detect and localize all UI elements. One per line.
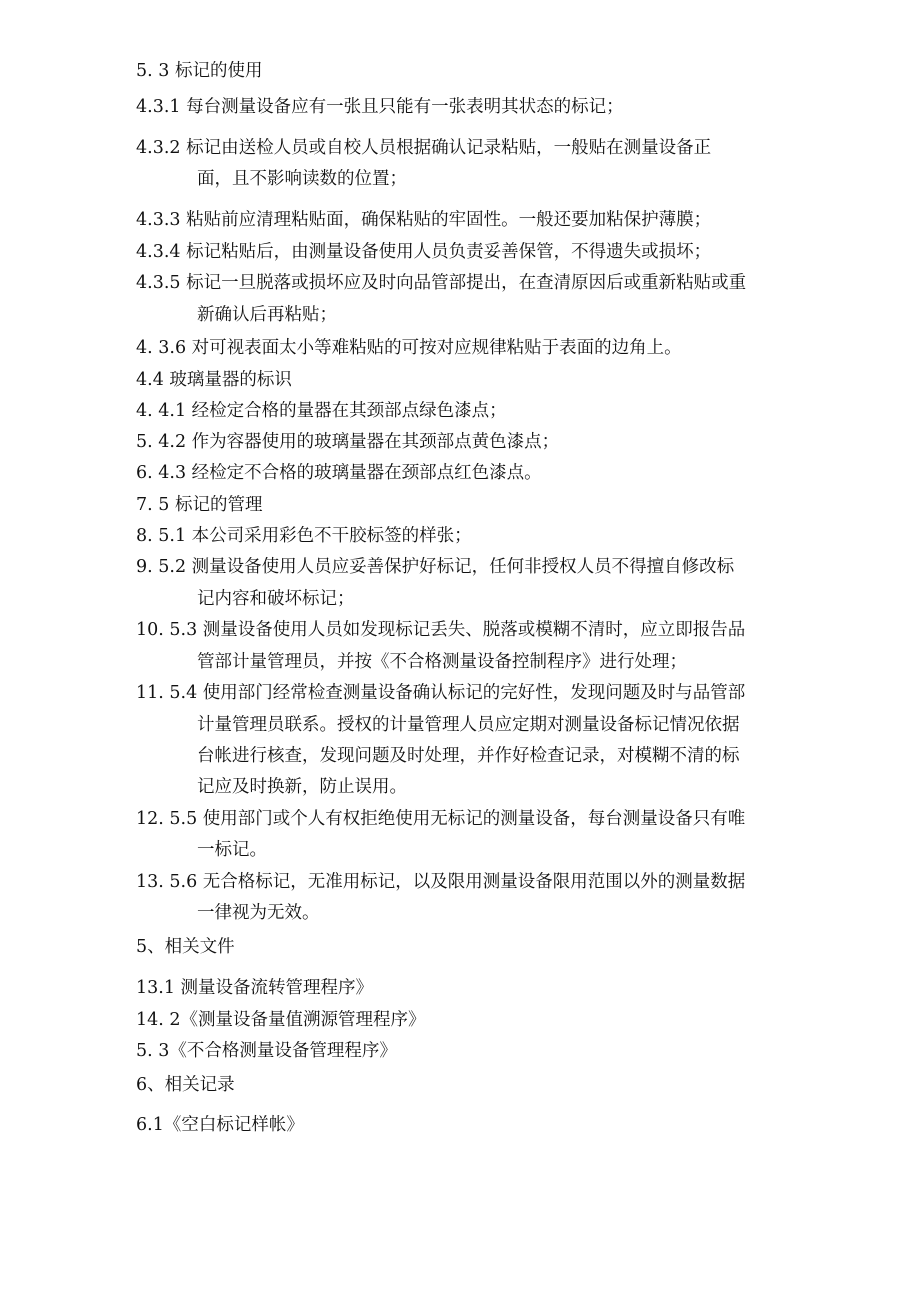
clause-continuation: 管部计量管理员，并按《不合格测量设备控制程序》进行处理； xyxy=(197,652,687,672)
section-heading: 4.4 玻璃量器的标识 xyxy=(136,370,292,390)
section-heading: 5. 3 标记的使用 xyxy=(136,61,263,81)
reference-item: 14. 2《测量设备量值溯源管理程序》 xyxy=(136,1010,426,1030)
section-heading: 7. 5 标记的管理 xyxy=(136,495,263,515)
reference-item: 13.1 测量设备流转管理程序》 xyxy=(136,978,374,998)
reference-item: 5. 3《不合格测量设备管理程序》 xyxy=(136,1041,397,1061)
clause-line: 10. 5.3 测量设备使用人员如发现标记丢失、脱落或模糊不清时，应立即报告品 xyxy=(136,620,746,640)
clause-continuation: 台帐进行核查，发现问题及时处理，并作好检查记录，对模糊不清的标 xyxy=(197,746,740,766)
clause-line: 4.3.5 标记一旦脱落或损坏应及时向品管部提出，在查清原因后或重新粘贴或重 xyxy=(136,273,747,293)
clause-line: 9. 5.2 测量设备使用人员应妥善保护好标记，任何非授权人员不得擅自修改标 xyxy=(136,557,735,577)
clause-line: 4.3.4 标记粘贴后，由测量设备使用人员负责妥善保管，不得遗失或损坏； xyxy=(136,242,712,262)
clause-line: 4.3.3 粘贴前应清理粘贴面，确保粘贴的牢固性。一般还要加粘保护薄膜； xyxy=(136,210,712,230)
clause-line: 6. 4.3 经检定不合格的玻璃量器在颈部点红色漆点。 xyxy=(136,463,542,483)
clause-line: 11. 5.4 使用部门经常检查测量设备确认标记的完好性，发现问题及时与品管部 xyxy=(136,683,746,703)
clause-continuation: 记内容和破坏标记； xyxy=(197,589,355,609)
clause-continuation: 计量管理员联系。授权的计量管理人员应定期对测量设备标记情况依据 xyxy=(197,715,740,735)
section-heading: 5、相关文件 xyxy=(136,937,235,957)
clause-line: 4.3.1 每台测量设备应有一张且只能有一张表明其状态的标记； xyxy=(136,97,624,117)
clause-continuation: 一标记。 xyxy=(197,840,267,860)
clause-line: 4. 4.1 经检定合格的量器在其颈部点绿色漆点； xyxy=(136,401,507,421)
clause-line: 13. 5.6 无合格标记，无准用标记，以及限用测量设备限用范围以外的测量数据 xyxy=(136,872,746,892)
section-heading: 6、相关记录 xyxy=(136,1075,235,1095)
clause-line: 4.3.2 标记由送检人员或自校人员根据确认记录粘贴，一般贴在测量设备正 xyxy=(136,138,712,158)
clause-line: 4. 3.6 对可视表面太小等难粘贴的可按对应规律粘贴于表面的边角上。 xyxy=(136,338,682,358)
clause-continuation: 新确认后再粘贴； xyxy=(197,305,337,325)
clause-continuation: 一律视为无效。 xyxy=(197,903,320,923)
record-item: 6.1《空白标记样帐》 xyxy=(136,1115,304,1135)
clause-continuation: 面，且不影响读数的位置； xyxy=(197,169,407,189)
clause-continuation: 记应及时换新，防止误用。 xyxy=(197,777,407,797)
clause-line: 5. 4.2 作为容器使用的玻璃量器在其颈部点黄色漆点； xyxy=(136,432,560,452)
clause-line: 12. 5.5 使用部门或个人有权拒绝使用无标记的测量设备，每台测量设备只有唯 xyxy=(136,809,746,829)
clause-line: 8. 5.1 本公司采用彩色不干胶标签的样张； xyxy=(136,526,472,546)
